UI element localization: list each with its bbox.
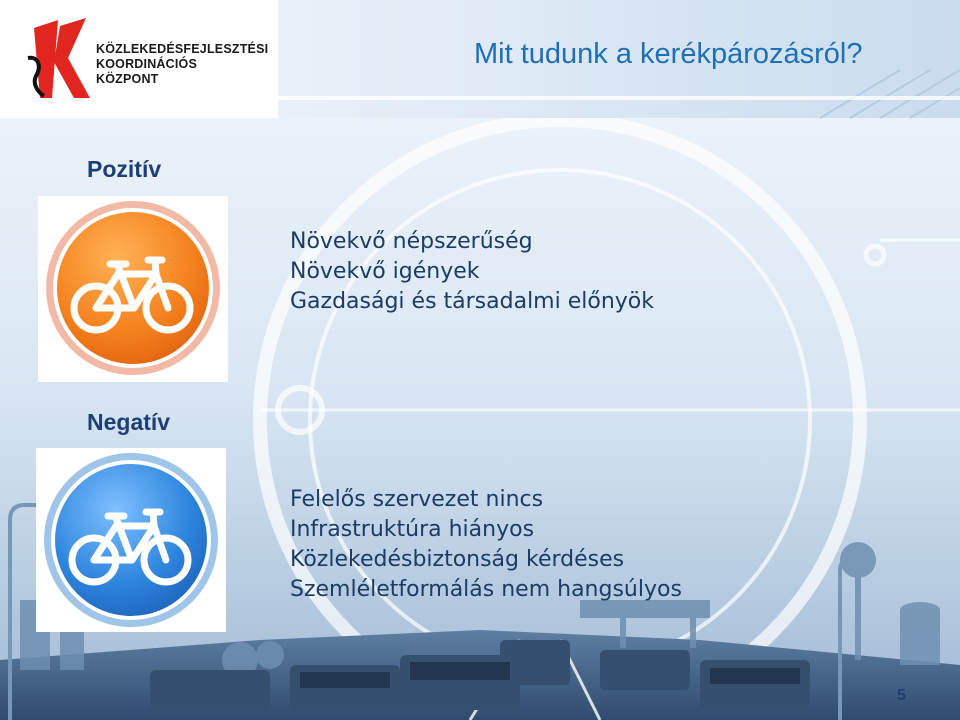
logo-text-line3: KÖZPONT — [96, 72, 159, 86]
list-item: Növekvő népszerűség — [290, 229, 533, 254]
list-item: Felelős szervezet nincs — [290, 487, 544, 512]
positive-sign-tile — [38, 196, 228, 382]
negative-list — [290, 485, 682, 605]
logo-text-line2: KOORDINÁCIÓS — [96, 57, 198, 71]
list-item: Növekvő igények — [290, 259, 480, 284]
list-item: Infrastruktúra hiányos — [290, 517, 535, 542]
negative-sign-tile — [36, 448, 226, 632]
list-item: Gazdasági és társadalmi előnyök — [290, 289, 654, 314]
slide-title: Mit tudunk a kerékpározásról? — [474, 38, 863, 70]
page-number: 5 — [897, 687, 906, 704]
positive-list — [290, 227, 654, 317]
list-item: Közlekedésbiztonság kérdéses — [290, 547, 625, 572]
header-logo — [0, 0, 278, 118]
positive-label: Pozitív — [87, 156, 162, 182]
list-item: Szemléletformálás nem hangsúlyos — [290, 577, 682, 602]
bicycle-icon — [38, 196, 228, 382]
negative-label: Negatív — [87, 409, 171, 435]
bicycle-icon — [36, 448, 226, 632]
logo-text-line1: KÖZLEKEDÉSFEJLESZTÉSI — [96, 42, 269, 56]
kkk-logo-icon — [24, 18, 94, 100]
